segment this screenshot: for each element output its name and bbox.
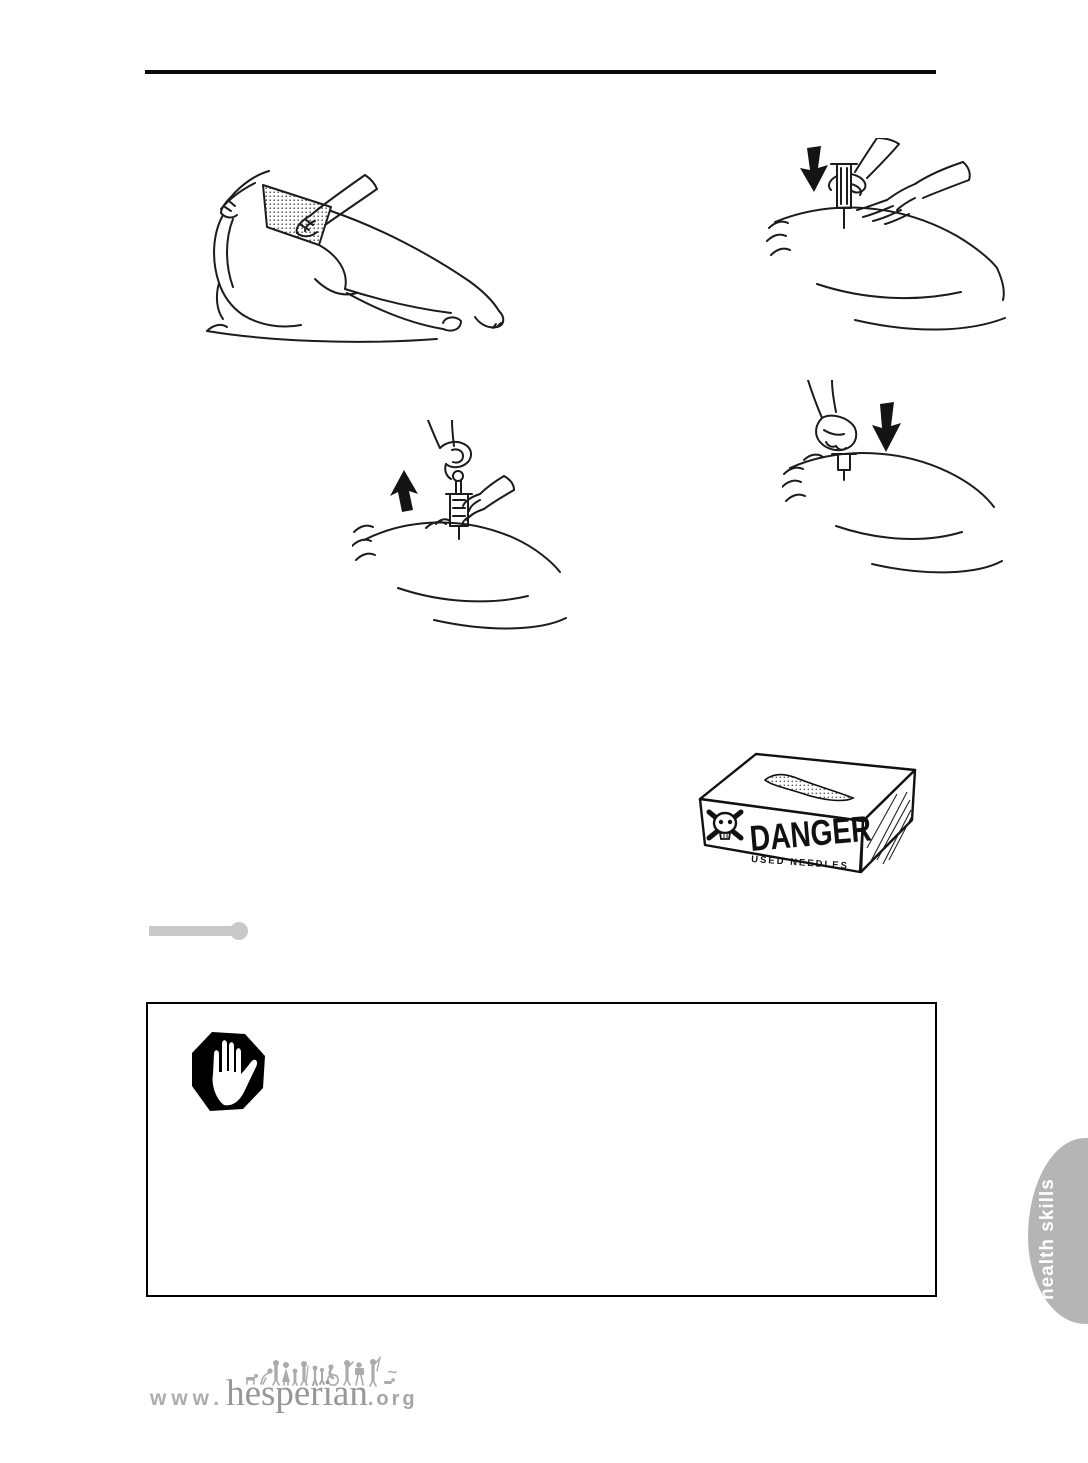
pull-back-plunger-illustration xyxy=(352,420,568,632)
down-arrow-icon xyxy=(800,146,828,192)
side-tab-label: health skills xyxy=(1037,1178,1058,1300)
section-divider-bar xyxy=(149,926,235,936)
expose-injection-site-illustration xyxy=(197,163,509,351)
logo-org: .org xyxy=(367,1388,418,1410)
down-arrow-icon xyxy=(872,402,901,452)
hesperian-logo xyxy=(150,1372,418,1415)
up-arrow-icon xyxy=(390,470,418,512)
stop-hand-octagon-icon xyxy=(188,1028,270,1116)
danger-label: DANGER xyxy=(748,808,873,859)
insert-needle-illustration xyxy=(765,138,1013,338)
logo-www: www. xyxy=(150,1387,225,1410)
section-divider-dot xyxy=(230,922,248,940)
used-needles-label: USED NEEDLES xyxy=(750,854,850,872)
logo-name: hesperian xyxy=(226,1373,368,1414)
header-rule xyxy=(145,70,936,74)
side-tab-health-skills xyxy=(1028,1138,1088,1324)
caution-box xyxy=(146,1002,937,1297)
press-plunger-inject-illustration xyxy=(782,380,1004,590)
sharps-disposal-box-illustration xyxy=(695,748,925,886)
skull-and-crossbones-icon xyxy=(709,812,741,839)
